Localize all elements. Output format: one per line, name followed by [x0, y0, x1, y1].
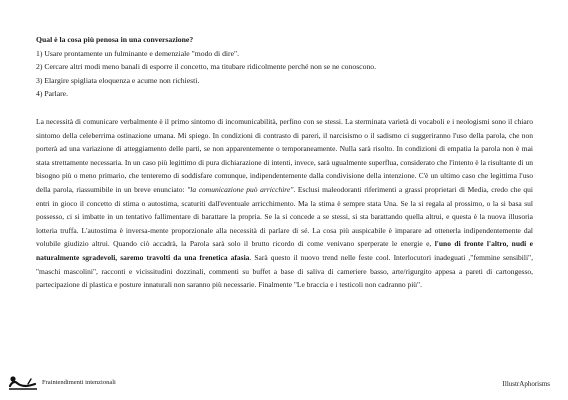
- footer-left-label: Fraintendimenti intenzionali: [42, 378, 116, 386]
- answer-item-4: 4) Parlare.: [36, 89, 69, 99]
- question-heading: Qual è la cosa più penosa in una conversazione?: [36, 35, 194, 44]
- body-paragraph: [36, 115, 533, 292]
- footer-left: [8, 372, 116, 392]
- answer-item-1: 1) Usare prontamente un fulminante e demenziale "modo di dire".: [36, 48, 240, 58]
- body-quote: "la comunicazione può arricchire": [187, 184, 294, 194]
- body-bold-sentence: l'uno di fronte l'altro, nudi e naturalmente sgradevoli, saremo travolti da una frenetica afasia: [36, 239, 534, 262]
- answer-item-2: 2) Cercare altri modi meno banali di esporre il concetto, ma titubare ridicolmente perché non se ne conoscono.: [36, 62, 377, 72]
- body-text-part-2: . Esclusi maleodoranti riferimenti a grassi proprietari di Media, credo che qui entri in gioco il concetto di stima o autostima, scaturiti dall'eventuale arricchimento. Ma la stima è sempre stata Una. Se la si regala al prossimo, o la si basa sul possesso, ci si imbatte in un tentativo fallimentare di barattare la propria. Se la si concede a se stessi, si sta barattando quella altrui, e questa è la nuova illusoria lotteria truffa. L'autostima è inversa-mente proporzionale alla necessità di parlare di sé. La cosa più auspicabile è imparare ad ottenerla indipendentemente dal volubile giudizio altrui. Quando ciò accadrà, la Parola sarà solo il brutto ricordo di come venivano sperperate le energie e,: [36, 184, 534, 249]
- answer-item-3: 3) Elargire spigliata eloquenza e acume non richiesti.: [36, 75, 200, 85]
- footer-right-label: IllustrAphorisms: [502, 380, 550, 388]
- reclining-figure-logo-icon: [8, 373, 38, 391]
- qa-section: [36, 33, 536, 101]
- body-text-part-1: La necessità di comunicare verbalmente è il primo sintomo di incomunicabilità, perfino con se stessi. La sterminata varietà di vocaboli e i neologismi sono il chiaro sintomo della celeberrima ostinazione umana. Mi spiego. In condizioni di contrasto di pareri, il narcisismo o il sadismo ci suggeriranno l'uso della parola, che non porterà ad una variazione di atteggiamento delle parti, se non apparentemente o temporaneamente. Nulla sarà risolto. In condizioni di empatia la parola non è mai stata strettamente necessaria. In un caso più legittimo di pura dichiarazione di intenti, invece, sarà ugualmente superflua, considerato che l'intento è la risultante di un bisogno più o meno primario, che tenteremo di soddisfare comunque, indipendentemente dalla condivisione della intenzione. C'è un ultimo caso che legittima l'uso della parola, riassumibile in un breve enunciato:: [36, 117, 533, 194]
- body-text-part-3: . Sarà questo il nuovo trend nelle feste cool. Interlocutori inadeguati ,"femmine sensibili", "maschi mascolini", racconti e vicissitudini dozzinali, commenti su buffet a base di saliva di cameriere basso, arte/rigurgito appesa a pareti di cartongesso, partecipazione di plastica e posture innaturali non saranno più necessarie. Finalmente "Le braccia e i testicoli non cadranno più".: [36, 252, 533, 290]
